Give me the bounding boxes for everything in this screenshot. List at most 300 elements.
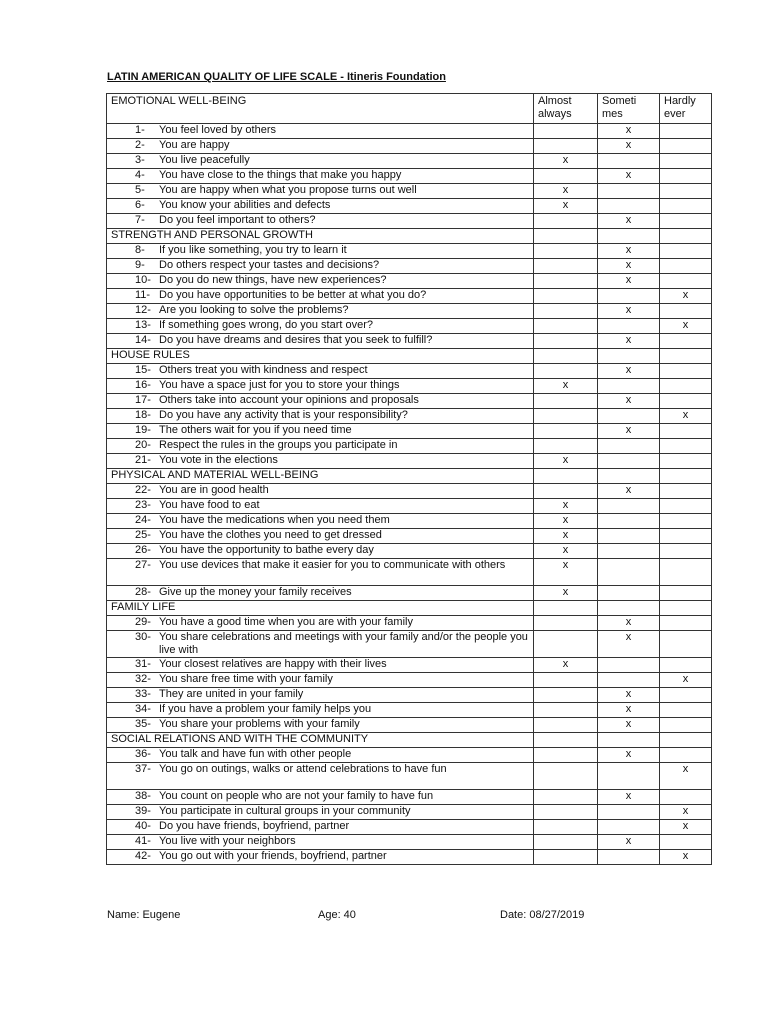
question-row <box>107 334 712 349</box>
answer-almost-always <box>534 763 598 790</box>
answer-sometimes: x <box>598 394 660 409</box>
question-number: 6- <box>135 199 145 211</box>
question <box>133 748 529 761</box>
question-text: You have a good time when you are with your family <box>159 616 413 628</box>
answer-sometimes <box>598 184 660 199</box>
question-cell <box>107 586 534 601</box>
question-cell <box>107 154 534 169</box>
question-cell <box>107 259 534 274</box>
question-number: 2- <box>135 139 145 151</box>
answer-sometimes <box>598 379 660 394</box>
answer-hardly-ever <box>660 154 712 169</box>
question <box>133 835 529 848</box>
answer-hardly-ever <box>660 364 712 379</box>
question-text: Do you have friends, boyfriend, partner <box>159 820 350 832</box>
question <box>133 439 529 452</box>
answer-hardly-ever <box>660 559 712 586</box>
answer-hardly-ever <box>660 718 712 733</box>
empty-cell <box>534 229 598 244</box>
question-cell <box>107 631 534 658</box>
question-number: 1- <box>135 124 145 136</box>
answer-hardly-ever: x <box>660 805 712 820</box>
answer-almost-always: x <box>534 658 598 673</box>
question-row <box>107 790 712 805</box>
answer-almost-always: x <box>534 154 598 169</box>
answer-hardly-ever <box>660 484 712 499</box>
question-number: 16- <box>135 379 151 391</box>
col-sometimes: Someti mes <box>598 94 660 124</box>
question-number: 25- <box>135 529 151 541</box>
answer-almost-always: x <box>534 379 598 394</box>
answer-sometimes <box>598 289 660 304</box>
question-text: You live with your neighbors <box>159 835 296 847</box>
question-row <box>107 805 712 820</box>
section-row <box>107 601 712 616</box>
question-number: 22- <box>135 484 151 496</box>
question <box>133 673 529 686</box>
question-text: Do you have any activity that is your responsibility? <box>159 409 408 421</box>
question <box>133 763 529 776</box>
question-cell <box>107 616 534 631</box>
col-hardly-ever: Hardly ever <box>660 94 712 124</box>
question-cell <box>107 244 534 259</box>
question <box>133 394 529 407</box>
answer-almost-always <box>534 439 598 454</box>
answer-hardly-ever <box>660 199 712 214</box>
answer-hardly-ever <box>660 514 712 529</box>
answer-hardly-ever <box>660 439 712 454</box>
question-text: You feel loved by others <box>159 124 277 136</box>
section-heading: SOCIAL RELATIONS AND WITH THE COMMUNITY <box>107 733 534 748</box>
question-row <box>107 169 712 184</box>
answer-almost-always <box>534 688 598 703</box>
question-cell <box>107 835 534 850</box>
question-cell <box>107 790 534 805</box>
question-cell <box>107 499 534 514</box>
question-number: 4- <box>135 169 145 181</box>
answer-sometimes: x <box>598 169 660 184</box>
question <box>133 319 529 332</box>
answer-almost-always: x <box>534 559 598 586</box>
answer-hardly-ever <box>660 304 712 319</box>
empty-cell <box>660 733 712 748</box>
question-number: 7- <box>135 214 145 226</box>
section-heading: STRENGTH AND PERSONAL GROWTH <box>107 229 534 244</box>
answer-hardly-ever <box>660 688 712 703</box>
question-text: You have the clothes you need to get dressed <box>159 529 382 541</box>
question-text: You go on outings, walks or attend celebrations to have fun <box>159 763 447 775</box>
question-row <box>107 424 712 439</box>
quality-of-life-table <box>106 93 712 865</box>
question-row <box>107 559 712 586</box>
question-cell <box>107 379 534 394</box>
section-row <box>107 229 712 244</box>
question-text: You are happy when what you propose turns out well <box>159 184 417 196</box>
question-text: The others wait for you if you need time <box>159 424 352 436</box>
question-text: Others take into account your opinions and proposals <box>159 394 419 406</box>
question <box>133 790 529 803</box>
question-row <box>107 658 712 673</box>
question-text: You are happy <box>159 139 230 151</box>
question-row <box>107 514 712 529</box>
answer-sometimes: x <box>598 484 660 499</box>
question <box>133 379 529 392</box>
answer-almost-always <box>534 409 598 424</box>
question-number: 32- <box>135 673 151 685</box>
question-row <box>107 688 712 703</box>
answer-hardly-ever <box>660 703 712 718</box>
table-body <box>107 94 712 865</box>
empty-cell <box>598 601 660 616</box>
answer-sometimes <box>598 763 660 790</box>
answer-hardly-ever <box>660 499 712 514</box>
answer-almost-always <box>534 244 598 259</box>
answer-hardly-ever <box>660 394 712 409</box>
question-cell <box>107 484 534 499</box>
answer-hardly-ever: x <box>660 673 712 688</box>
answer-almost-always <box>534 484 598 499</box>
question <box>133 850 529 863</box>
answer-hardly-ever: x <box>660 763 712 790</box>
answer-hardly-ever <box>660 244 712 259</box>
question-text: If you have a problem your family helps you <box>159 703 372 715</box>
answer-sometimes: x <box>598 259 660 274</box>
question-text: Respect the rules in the groups you participate in <box>159 439 398 451</box>
question-row <box>107 586 712 601</box>
question-cell <box>107 514 534 529</box>
question <box>133 124 529 137</box>
section-row <box>107 349 712 364</box>
question-row <box>107 748 712 763</box>
question <box>133 514 529 527</box>
question-number: 23- <box>135 499 151 511</box>
question <box>133 544 529 557</box>
question-number: 13- <box>135 319 151 331</box>
question-text: If something goes wrong, do you start over? <box>159 319 374 331</box>
question-number: 5- <box>135 184 145 196</box>
question-cell <box>107 763 534 790</box>
answer-almost-always: x <box>534 499 598 514</box>
question-text: Others treat you with kindness and respect <box>159 364 368 376</box>
empty-cell <box>534 349 598 364</box>
question-number: 40- <box>135 820 151 832</box>
answer-hardly-ever <box>660 835 712 850</box>
answer-hardly-ever <box>660 259 712 274</box>
answer-almost-always <box>534 304 598 319</box>
answer-sometimes <box>598 514 660 529</box>
question-cell <box>107 364 534 379</box>
question-cell <box>107 658 534 673</box>
empty-cell <box>598 349 660 364</box>
question-row <box>107 304 712 319</box>
question-row <box>107 529 712 544</box>
question-text: You talk and have fun with other people <box>159 748 352 760</box>
question-row <box>107 289 712 304</box>
question-cell <box>107 214 534 229</box>
question-text: You share free time with your family <box>159 673 333 685</box>
empty-cell <box>598 469 660 484</box>
question-text: You are in good health <box>159 484 269 496</box>
question-text: You participate in cultural groups in your community <box>159 805 411 817</box>
question-text: You have food to eat <box>159 499 260 511</box>
answer-sometimes <box>598 154 660 169</box>
question-row <box>107 484 712 499</box>
question-number: 10- <box>135 274 151 286</box>
question <box>133 703 529 716</box>
question-row <box>107 394 712 409</box>
question-row <box>107 718 712 733</box>
question-row <box>107 199 712 214</box>
question-text: Do others respect your tastes and decisions? <box>159 259 380 271</box>
answer-hardly-ever <box>660 184 712 199</box>
answer-almost-always <box>534 139 598 154</box>
question <box>133 364 529 377</box>
question-cell <box>107 820 534 835</box>
answer-almost-always <box>534 319 598 334</box>
question-row <box>107 124 712 139</box>
answer-almost-always <box>534 850 598 865</box>
question <box>133 289 529 302</box>
question-number: 18- <box>135 409 151 421</box>
question-number: 35- <box>135 718 151 730</box>
question-cell <box>107 529 534 544</box>
question-text: You live peacefully <box>159 154 250 166</box>
question-row <box>107 673 712 688</box>
answer-hardly-ever <box>660 631 712 658</box>
answer-sometimes <box>598 544 660 559</box>
answer-almost-always <box>534 334 598 349</box>
answer-sometimes <box>598 529 660 544</box>
answer-hardly-ever <box>660 334 712 349</box>
answer-almost-always: x <box>534 199 598 214</box>
question-number: 14- <box>135 334 151 346</box>
question-cell <box>107 124 534 139</box>
question-number: 12- <box>135 304 151 316</box>
question <box>133 334 529 347</box>
question-row <box>107 409 712 424</box>
answer-sometimes <box>598 199 660 214</box>
question-number: 9- <box>135 259 145 271</box>
question <box>133 454 529 467</box>
answer-hardly-ever <box>660 214 712 229</box>
answer-almost-always: x <box>534 586 598 601</box>
question-row <box>107 820 712 835</box>
question-cell <box>107 544 534 559</box>
answer-almost-always <box>534 820 598 835</box>
question-number: 8- <box>135 244 145 256</box>
question-row <box>107 544 712 559</box>
question-cell <box>107 394 534 409</box>
question <box>133 631 529 657</box>
answer-almost-always: x <box>534 184 598 199</box>
question-text: They are united in your family <box>159 688 304 700</box>
answer-hardly-ever <box>660 790 712 805</box>
answer-hardly-ever <box>660 616 712 631</box>
answer-sometimes: x <box>598 631 660 658</box>
answer-hardly-ever <box>660 586 712 601</box>
question-cell <box>107 703 534 718</box>
question-cell <box>107 850 534 865</box>
question-text: If you like something, you try to learn it <box>159 244 347 256</box>
footer-age: Age: 40 <box>318 909 356 921</box>
question-cell <box>107 334 534 349</box>
question <box>133 688 529 701</box>
question-text: You count on people who are not your family to have fun <box>159 790 434 802</box>
question <box>133 616 529 629</box>
answer-almost-always <box>534 274 598 289</box>
question-number: 31- <box>135 658 151 670</box>
answer-sometimes <box>598 820 660 835</box>
answer-sometimes: x <box>598 139 660 154</box>
question <box>133 409 529 422</box>
empty-cell <box>534 733 598 748</box>
question-text: You have the opportunity to bathe every day <box>159 544 374 556</box>
question <box>133 529 529 542</box>
question-number: 39- <box>135 805 151 817</box>
answer-hardly-ever <box>660 169 712 184</box>
question <box>133 658 529 671</box>
answer-almost-always <box>534 214 598 229</box>
question-cell <box>107 139 534 154</box>
question-text: You have the medications when you need them <box>159 514 390 526</box>
answer-hardly-ever <box>660 424 712 439</box>
question-text: You have a space just for you to store your things <box>159 379 400 391</box>
empty-cell <box>534 469 598 484</box>
question-row <box>107 631 712 658</box>
question-row <box>107 184 712 199</box>
question-cell <box>107 748 534 763</box>
answer-sometimes: x <box>598 424 660 439</box>
empty-cell <box>660 469 712 484</box>
section-heading: FAMILY LIFE <box>107 601 534 616</box>
question <box>133 484 529 497</box>
question-row <box>107 274 712 289</box>
question-number: 37- <box>135 763 151 775</box>
answer-sometimes: x <box>598 214 660 229</box>
question-cell <box>107 169 534 184</box>
question-row <box>107 616 712 631</box>
question-number: 36- <box>135 748 151 760</box>
answer-almost-always <box>534 394 598 409</box>
answer-almost-always: x <box>534 454 598 469</box>
empty-cell <box>598 733 660 748</box>
question-row <box>107 703 712 718</box>
question <box>133 820 529 833</box>
question-row <box>107 259 712 274</box>
answer-almost-always <box>534 718 598 733</box>
answer-hardly-ever: x <box>660 820 712 835</box>
answer-hardly-ever: x <box>660 319 712 334</box>
question-row <box>107 499 712 514</box>
question-cell <box>107 688 534 703</box>
question <box>133 214 529 227</box>
answer-hardly-ever <box>660 274 712 289</box>
question <box>133 499 529 512</box>
question-number: 19- <box>135 424 151 436</box>
question-number: 17- <box>135 394 151 406</box>
question-row <box>107 850 712 865</box>
answer-sometimes <box>598 454 660 469</box>
question-number: 29- <box>135 616 151 628</box>
answer-sometimes <box>598 850 660 865</box>
footer-date: Date: 08/27/2019 <box>500 909 585 921</box>
answer-sometimes: x <box>598 748 660 763</box>
question-cell <box>107 289 534 304</box>
question-cell <box>107 199 534 214</box>
question-number: 28- <box>135 586 151 598</box>
question <box>133 259 529 272</box>
answer-sometimes <box>598 409 660 424</box>
answer-sometimes <box>598 658 660 673</box>
question-text: Do you do new things, have new experiences? <box>159 274 387 286</box>
question-number: 11- <box>135 289 151 301</box>
answer-sometimes: x <box>598 790 660 805</box>
answer-almost-always <box>534 424 598 439</box>
question-cell <box>107 304 534 319</box>
answer-almost-always <box>534 805 598 820</box>
question-row <box>107 364 712 379</box>
answer-sometimes: x <box>598 688 660 703</box>
answer-sometimes: x <box>598 334 660 349</box>
answer-sometimes: x <box>598 244 660 259</box>
empty-cell <box>534 601 598 616</box>
question <box>133 424 529 437</box>
question-cell <box>107 805 534 820</box>
question <box>133 199 529 212</box>
answer-sometimes: x <box>598 304 660 319</box>
col-almost-always: Almost always <box>534 94 598 124</box>
answer-almost-always <box>534 835 598 850</box>
answer-almost-always <box>534 364 598 379</box>
header-row <box>107 94 712 124</box>
question-text: You go out with your friends, boyfriend, partner <box>159 850 387 862</box>
question-number: 20- <box>135 439 151 451</box>
answer-almost-always <box>534 124 598 139</box>
question-number: 41- <box>135 835 151 847</box>
answer-sometimes: x <box>598 703 660 718</box>
answer-almost-always <box>534 673 598 688</box>
question-text: Do you have opportunities to be better at what you do? <box>159 289 427 301</box>
answer-sometimes <box>598 805 660 820</box>
question-number: 3- <box>135 154 145 166</box>
section-heading: PHYSICAL AND MATERIAL WELL-BEING <box>107 469 534 484</box>
answer-almost-always <box>534 748 598 763</box>
question-text: You know your abilities and defects <box>159 199 331 211</box>
answer-hardly-ever: x <box>660 409 712 424</box>
answer-hardly-ever <box>660 139 712 154</box>
question-text: Give up the money your family receives <box>159 586 352 598</box>
question <box>133 805 529 818</box>
answer-sometimes: x <box>598 835 660 850</box>
question-row <box>107 379 712 394</box>
question-number: 21- <box>135 454 151 466</box>
answer-almost-always <box>534 631 598 658</box>
question-row <box>107 244 712 259</box>
answer-sometimes: x <box>598 124 660 139</box>
empty-cell <box>598 229 660 244</box>
answer-hardly-ever <box>660 544 712 559</box>
question <box>133 244 529 257</box>
question-number: 27- <box>135 559 151 571</box>
answer-almost-always <box>534 616 598 631</box>
section-row <box>107 733 712 748</box>
question <box>133 559 529 572</box>
question-row <box>107 439 712 454</box>
answer-almost-always: x <box>534 544 598 559</box>
answer-hardly-ever <box>660 379 712 394</box>
answer-almost-always: x <box>534 514 598 529</box>
empty-cell <box>660 349 712 364</box>
